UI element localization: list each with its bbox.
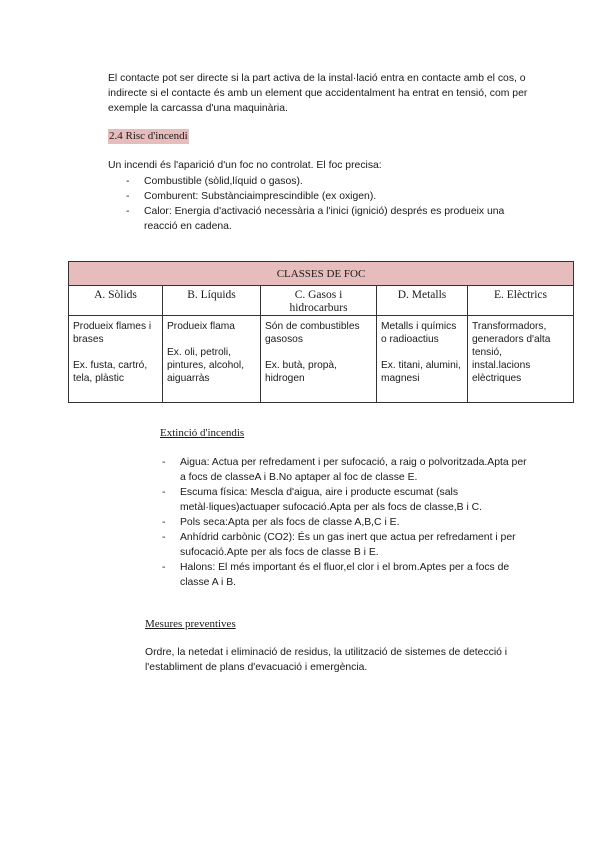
class-cell-c [261,316,377,403]
class-desc: Transformadors, generadors d'alta tensió, instal.lacions elèctriques [472,321,551,384]
class-desc: Produeix flama [167,321,235,332]
intro-paragraph: El contacte pot ser directe si la part activa de la instal·lació entra en contacte amb el cos, o indirecte si el contacte és amb un element que accidentalment ha entrat en tensió, com per exemple la carcassa d'una maquinària. [108,73,528,114]
list-item: - Halons: El més important és el fluor,el clor i el brom.Aptes per a focs de classe A i B. [162,560,532,590]
class-example: Ex. butà, propà, hidrogen [265,360,337,384]
risc-list [126,174,526,234]
class-desc: Produeix flames i brases [73,321,152,345]
risc-paragraph: Un incendi és l'aparició d'un foc no controlat. El foc precisa: [108,160,382,171]
list-item: - Anhídrid carbònic (CO2): És un gas inert que actua per refredament i per sufocació.Apte per als focs de classe B i E. [162,530,532,560]
class-header-b: B. Líquids [163,286,261,316]
section-heading-risc: 2.4 Risc d'incendi [109,130,188,142]
class-header-a: A. Sòlids [69,286,163,316]
class-cell-e [468,316,574,403]
class-desc: Metalls i químics o radioactius [381,321,457,345]
class-example: Ex. titani, alumini, magnesi [381,360,461,384]
class-cell-b [163,316,261,403]
class-cell-d [377,316,468,403]
class-example: Ex. oli, petroli, pintures, alcohol, aiguarràs [167,347,245,384]
class-example: Ex. fusta, cartró, tela, plàstic [73,360,148,384]
section-heading-mesures: Mesures preventives [145,618,236,630]
list-item: - Combustible (sòlid,líquid o gasos). [126,174,526,189]
mesures-paragraph: Ordre, la netedat i eliminació de residus, la utilització de sistemes de detecció i l'establiment de plans d'evacuació i emergència. [145,647,508,673]
class-header-d: D. Metalls [377,286,468,316]
list-item: - Calor: Energia d'activació necessària a l'inici (ignició) després es produeix una reacció en cadena. [126,204,526,234]
list-item: - Escuma física: Mescla d'aigua, aire i producte escumat (sals metàl·liques)actuaper sufocació.Apta per als focs de classe,B i C. [162,485,532,515]
class-header-e: E. Elèctrics [468,286,574,316]
extincio-list [162,455,532,590]
list-item: - Aigua: Actua per refredament i per sufocació, a raig o polvoritzada.Apta per a focs de classeA i B.No aptaper al foc de classe E. [162,455,532,485]
list-item: - Comburent: Substànciaimprescindible (ex oxigen). [126,189,526,204]
class-cell-a [69,316,163,403]
class-desc: Són de combustibles gasosos [265,321,360,345]
fire-classes-table [68,261,574,403]
class-header-c: C. Gasos i hidrocarburs [261,286,377,316]
table-title: CLASSES DE FOC [69,262,574,286]
section-heading-extincio: Extinció d'incendis [160,427,245,439]
list-item: - Pols seca:Apta per als focs de classe A,B,C i E. [162,515,532,530]
